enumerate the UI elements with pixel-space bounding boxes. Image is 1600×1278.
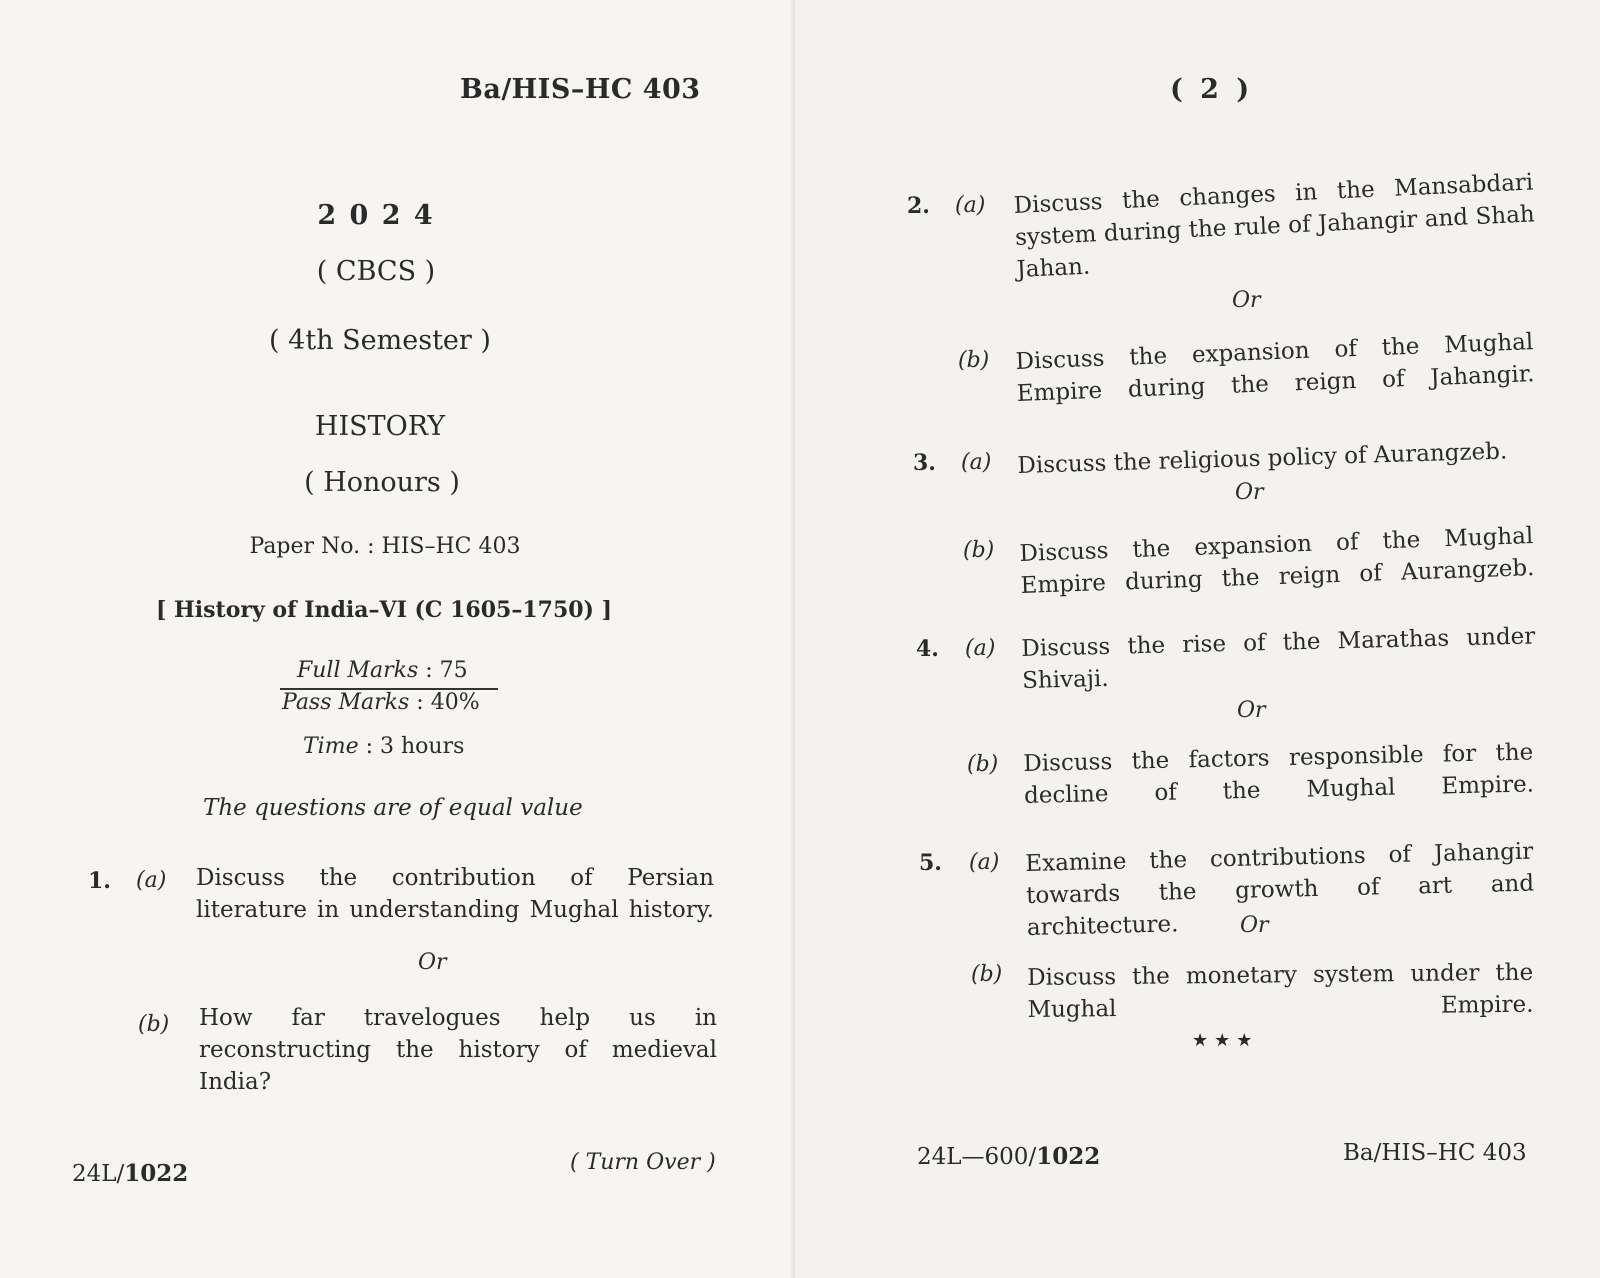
exam-year: 2 0 2 4 bbox=[317, 200, 435, 231]
q5-b-text: Discuss the monetary system under the Mughal Empire. bbox=[1027, 959, 1534, 1023]
q4-b-text: Discuss the factors responsible for the decline of the Mughal Empire. bbox=[1023, 739, 1535, 809]
q4-a-text: Discuss the rise of the Marathas under Shivaji. bbox=[1021, 623, 1536, 694]
turn-over-note: ( Turn Over ) bbox=[570, 1150, 716, 1175]
footer-code-left-number: 1022 bbox=[124, 1160, 189, 1187]
time-value: : 3 hours bbox=[365, 734, 465, 759]
pass-marks bbox=[282, 690, 480, 715]
q3-b-label: (b) bbox=[963, 538, 995, 563]
q1-a-text: Discuss the contribution of Persian literature in understanding Mughal history. bbox=[196, 865, 714, 923]
time-allowed bbox=[303, 734, 464, 759]
q3-or: Or bbox=[1235, 480, 1264, 505]
paper-number: Paper No. : HIS–HC 403 bbox=[249, 534, 521, 559]
page-number: ( 2 ) bbox=[1170, 74, 1254, 105]
q2-number: 2. bbox=[907, 193, 930, 219]
q1-b-label: (b) bbox=[138, 1012, 170, 1037]
q4-a-label: (a) bbox=[965, 636, 996, 661]
scheme-label: ( CBCS ) bbox=[316, 256, 436, 287]
q3-a-label: (a) bbox=[961, 450, 992, 475]
q1-a-label: (a) bbox=[136, 868, 167, 893]
q1-or: Or bbox=[418, 950, 447, 975]
q2-b-label: (b) bbox=[958, 348, 990, 373]
time-label: Time bbox=[303, 734, 359, 759]
full-marks-value: : 75 bbox=[425, 658, 468, 683]
q3-number: 3. bbox=[913, 450, 936, 476]
right-page bbox=[795, 0, 1600, 1278]
level-label: ( Honours ) bbox=[304, 467, 460, 498]
q1-b-text: How far travelogues help us in reconstructing the history of medieval India? bbox=[199, 1005, 717, 1095]
q4-or: Or bbox=[1237, 698, 1266, 723]
pass-marks-label: Pass Marks bbox=[282, 690, 410, 715]
footer-code-right-number: 1022 bbox=[1036, 1143, 1101, 1170]
footer-code-left-prefix: 24L/ bbox=[72, 1161, 125, 1187]
end-of-paper-marker: ★★★ bbox=[1192, 1030, 1259, 1051]
left-page bbox=[0, 0, 795, 1278]
full-marks-label: Full Marks bbox=[297, 658, 419, 683]
full-marks bbox=[297, 658, 468, 683]
semester-label: ( 4th Semester ) bbox=[269, 325, 491, 356]
q3-a-text: Discuss the religious policy of Aurangzeb. bbox=[1017, 438, 1508, 479]
q5-number: 5. bbox=[919, 850, 942, 876]
subject-title: HISTORY bbox=[314, 411, 446, 442]
footer-code-left bbox=[72, 1160, 188, 1187]
q1-number: 1. bbox=[88, 868, 111, 894]
q4-b-label: (b) bbox=[967, 752, 999, 777]
q2-or: Or bbox=[1232, 288, 1261, 313]
header-paper-code: Ba/HIS–HC 403 bbox=[460, 74, 701, 105]
q5-a-label: (a) bbox=[969, 850, 1000, 875]
q5-b-label: (b) bbox=[971, 962, 1003, 987]
q5-or: Or bbox=[1240, 913, 1269, 938]
q2-b-text: Discuss the expansion of the Mughal Empire during the reign of Jahangir. bbox=[1015, 329, 1535, 407]
q5-a-text: Examine the contributions of Jahangir towards the growth of art and architecture. bbox=[1025, 838, 1535, 941]
q3-b-text: Discuss the expansion of the Mughal Empire during the reign of Aurangzeb. bbox=[1019, 523, 1535, 599]
instruction-text: The questions are of equal value bbox=[203, 795, 583, 821]
q2-a-label: (a) bbox=[955, 193, 986, 218]
q4-number: 4. bbox=[916, 636, 939, 662]
paper-title: [ History of India–VI (C 1605–1750) ] bbox=[155, 597, 613, 623]
pass-marks-value: : 40% bbox=[416, 690, 480, 715]
q2-a-text: Discuss the changes in the Mansabdari system during the rule of Jahangir and Shah Jahan. bbox=[1013, 169, 1536, 283]
footer-code-right-prefix: 24L—600/ bbox=[917, 1144, 1037, 1170]
footer-paper-code-right: Ba/HIS–HC 403 bbox=[1343, 1140, 1527, 1166]
footer-code-right bbox=[917, 1143, 1100, 1170]
